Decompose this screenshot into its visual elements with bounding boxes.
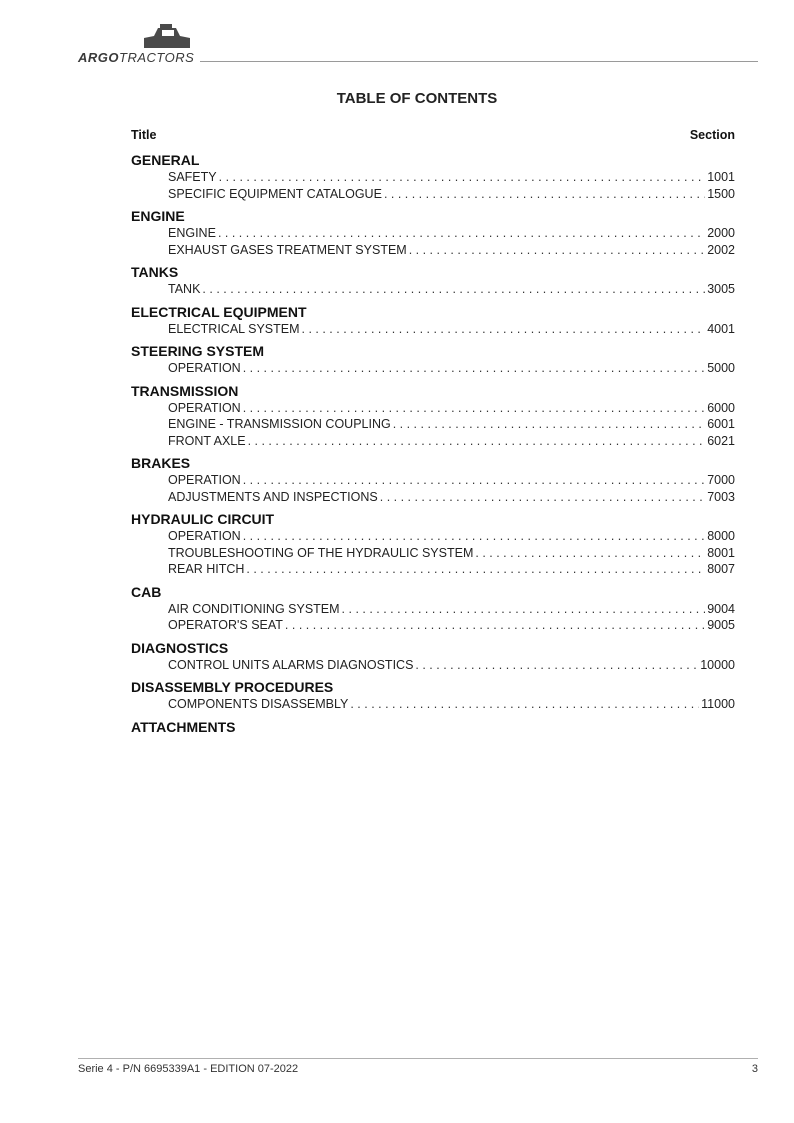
toc-entry[interactable] xyxy=(168,657,735,674)
toc-entry-section: 6021 xyxy=(707,433,735,448)
toc-entry[interactable] xyxy=(168,186,735,203)
toc-group-title: BRAKES xyxy=(131,455,191,471)
toc-entry-label: EXHAUST GASES TREATMENT SYSTEM xyxy=(168,242,407,257)
toc-entry-section: 8000 xyxy=(707,529,735,543)
toc-entry-section: 5000 xyxy=(707,361,735,375)
column-header-section: Section xyxy=(689,128,735,142)
dot-leader xyxy=(350,696,699,713)
toc-entry-section: 7003 xyxy=(707,489,735,504)
toc-entry-label: OPERATION xyxy=(168,400,241,415)
toc-group xyxy=(131,678,735,713)
toc-entry[interactable] xyxy=(168,360,735,377)
toc-entry[interactable] xyxy=(168,696,735,713)
toc-group-title: CAB xyxy=(131,583,162,600)
toc-entry[interactable] xyxy=(168,433,735,450)
column-header-title: Title xyxy=(131,128,157,142)
toc-group-title: ENGINE xyxy=(131,208,185,224)
dot-leader xyxy=(243,400,705,417)
toc-group-title: TRANSMISSION xyxy=(131,382,239,399)
column-headers xyxy=(131,128,735,146)
toc-entry-section: 7000 xyxy=(707,473,735,487)
page-header xyxy=(0,0,794,80)
dot-leader xyxy=(218,225,705,242)
toc-entry-section: 3005 xyxy=(707,282,735,296)
toc-group xyxy=(131,718,735,736)
toc-entry-section: 10000 xyxy=(700,657,735,672)
toc-group xyxy=(131,583,735,634)
toc-group-title: ATTACHMENTS xyxy=(131,718,236,735)
header-divider xyxy=(200,61,758,62)
toc-entry[interactable] xyxy=(168,281,735,298)
toc-group-title: DISASSEMBLY PROCEDURES xyxy=(131,679,334,695)
toc-entry[interactable] xyxy=(168,321,735,338)
toc-entry-label: SAFETY xyxy=(168,170,217,184)
toc-entry[interactable] xyxy=(168,528,735,545)
toc-entry-label: OPERATOR'S SEAT xyxy=(168,618,283,632)
toc-entry-label: TANK xyxy=(168,282,201,296)
toc-group-title: DIAGNOSTICS xyxy=(131,639,229,656)
toc-entry-label: ENGINE xyxy=(168,226,216,240)
toc-entry-section: 8007 xyxy=(707,562,735,576)
toc-entry-section: 2000 xyxy=(707,226,735,240)
page-title: TABLE OF CONTENTS xyxy=(336,90,498,107)
toc-group-title: STEERING SYSTEM xyxy=(131,343,265,359)
dot-leader xyxy=(219,169,706,186)
toc-group-title: HYDRAULIC CIRCUIT xyxy=(131,511,275,527)
toc-entry-label: ADJUSTMENTS AND INSPECTIONS xyxy=(168,489,378,504)
dot-leader xyxy=(475,545,705,562)
toc-entry-section: 6001 xyxy=(707,417,735,431)
toc-group xyxy=(131,454,735,505)
toc-entry[interactable] xyxy=(168,416,735,433)
toc-entry[interactable] xyxy=(168,169,735,186)
toc-entry-label: OPERATION xyxy=(168,529,241,543)
toc-entry-label: ENGINE - TRANSMISSION COUPLING xyxy=(168,417,391,431)
toc-group xyxy=(131,382,735,450)
tractor-icon xyxy=(136,24,196,50)
toc-group xyxy=(131,342,735,377)
dot-leader xyxy=(243,528,705,545)
toc-group xyxy=(131,303,735,338)
toc-group xyxy=(131,510,735,578)
toc-entry-section: 9005 xyxy=(707,618,735,632)
toc-entry-label: TROUBLESHOOTING OF THE HYDRAULIC SYSTEM xyxy=(168,545,474,560)
toc-entry-label: OPERATION xyxy=(168,361,241,375)
argo-tractors-logo xyxy=(78,24,203,68)
toc-entry-label: CONTROL UNITS ALARMS DIAGNOSTICS xyxy=(168,657,414,672)
toc-entry-label: FRONT AXLE xyxy=(168,433,246,448)
dot-leader xyxy=(393,416,705,433)
dot-leader xyxy=(380,489,705,506)
toc-group-title: ELECTRICAL EQUIPMENT xyxy=(131,303,307,320)
toc-entry[interactable] xyxy=(168,489,735,506)
toc-entry[interactable] xyxy=(168,545,735,562)
toc-entry[interactable] xyxy=(168,617,735,634)
toc-entry-label: AIR CONDITIONING SYSTEM xyxy=(168,601,340,616)
toc-group xyxy=(131,151,735,202)
toc-group-title: TANKS xyxy=(131,264,179,280)
dot-leader xyxy=(409,242,705,259)
dot-leader xyxy=(202,281,705,298)
dot-leader xyxy=(243,472,705,489)
toc-entry-label: ELECTRICAL SYSTEM xyxy=(168,321,300,336)
toc-entry-section: 6000 xyxy=(707,400,735,415)
toc-entry-label: SPECIFIC EQUIPMENT CATALOGUE xyxy=(168,186,382,201)
toc-entry[interactable] xyxy=(168,242,735,259)
dot-leader xyxy=(248,433,706,450)
toc-entry-section: 11000 xyxy=(701,697,735,711)
toc-entry-section: 1500 xyxy=(707,186,735,201)
toc-entry-label: COMPONENTS DISASSEMBLY xyxy=(168,697,349,711)
toc-entry[interactable] xyxy=(168,601,735,618)
dot-leader xyxy=(243,360,705,377)
toc-entry-section: 2002 xyxy=(707,242,735,257)
dot-leader xyxy=(384,186,705,203)
footer-divider xyxy=(78,1058,758,1059)
dot-leader xyxy=(302,321,706,338)
toc-list xyxy=(131,151,735,741)
logo-bold-text: ARGO xyxy=(78,50,119,65)
toc-entry-label: OPERATION xyxy=(168,473,241,487)
toc-entry[interactable] xyxy=(168,561,735,578)
toc-group xyxy=(131,207,735,258)
dot-leader xyxy=(285,617,705,634)
dot-leader xyxy=(342,601,706,618)
dot-leader xyxy=(246,561,705,578)
toc-group xyxy=(131,263,735,298)
logo-light-text: TRACTORS xyxy=(119,50,195,65)
toc-group xyxy=(131,639,735,674)
toc-entry-label: REAR HITCH xyxy=(168,562,245,576)
toc-entry[interactable] xyxy=(168,225,735,242)
page-number: 3 xyxy=(751,1063,758,1075)
toc-entry[interactable] xyxy=(168,400,735,417)
toc-entry-section: 9004 xyxy=(707,601,735,616)
footer-edition-info: Serie 4 - P/N 6695339A1 - EDITION 07-2022 xyxy=(78,1063,299,1075)
toc-entry[interactable] xyxy=(168,472,735,489)
toc-entry-section: 4001 xyxy=(707,321,735,336)
logo-wordmark xyxy=(78,50,194,65)
dot-leader xyxy=(415,657,698,674)
toc-entry-section: 1001 xyxy=(707,170,735,184)
toc-entry-section: 8001 xyxy=(707,545,735,560)
toc-group-title: GENERAL xyxy=(131,152,200,168)
